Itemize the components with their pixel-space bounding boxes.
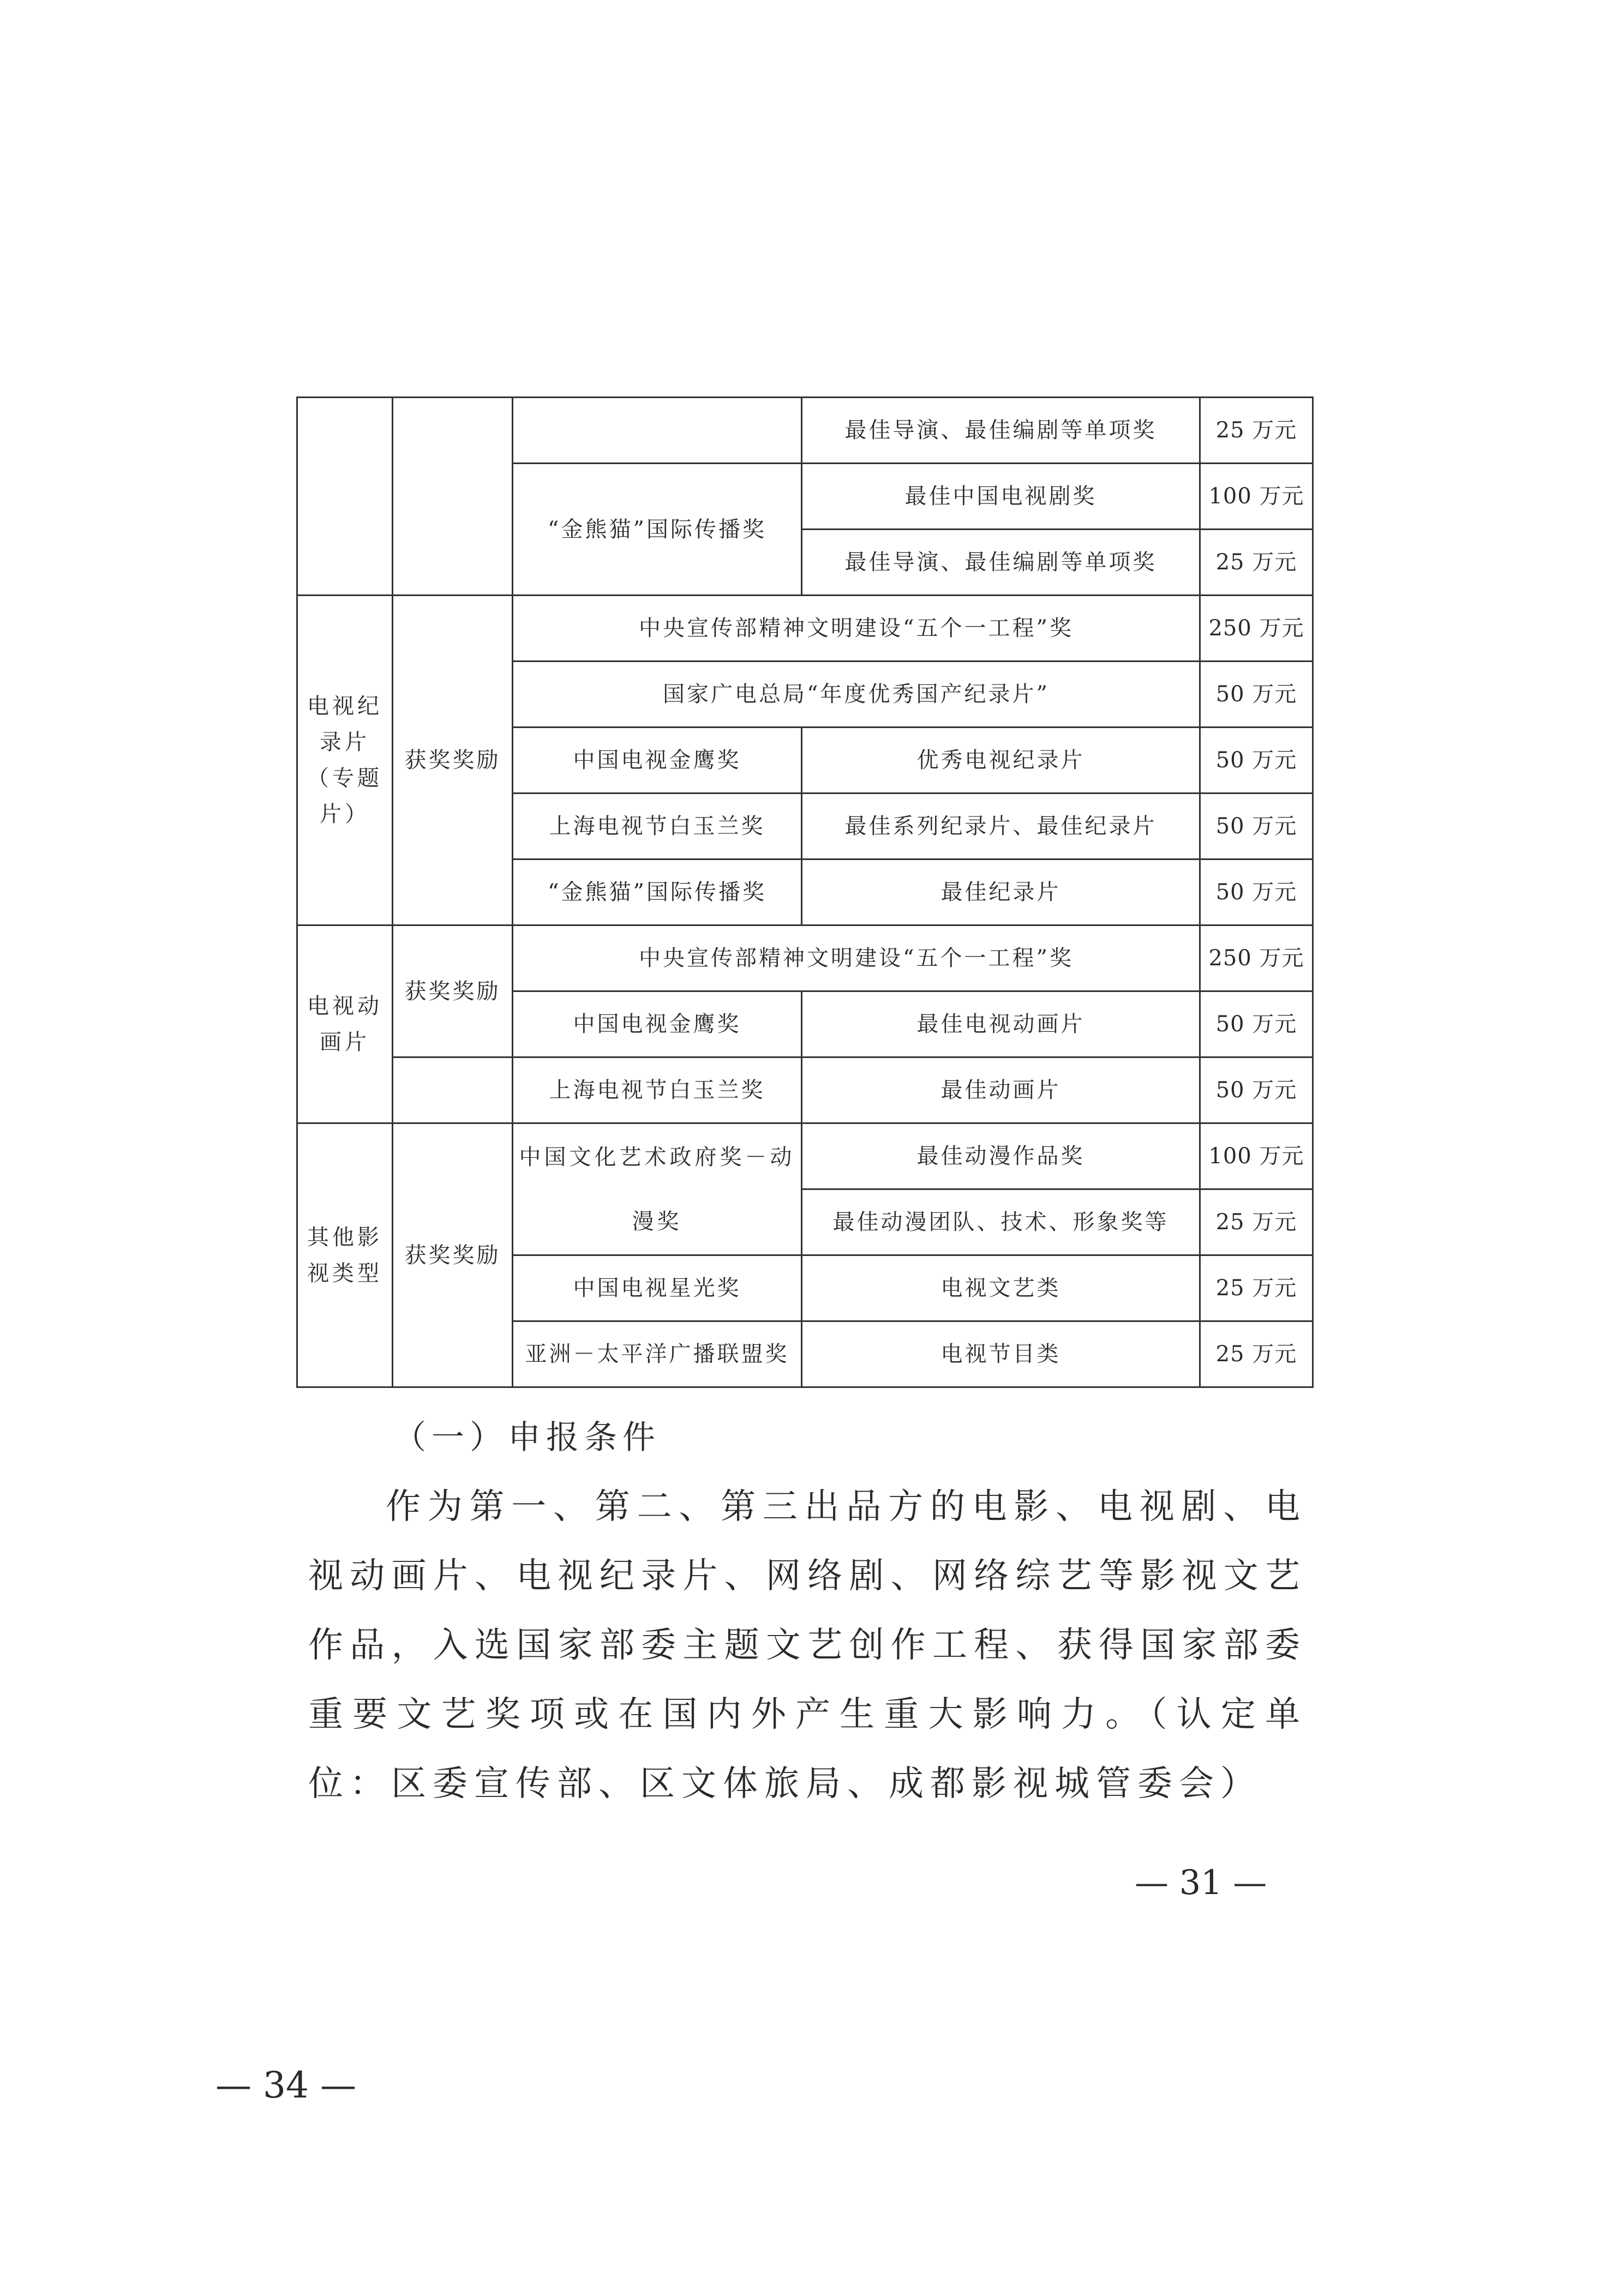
type-cell: 获奖奖励 — [393, 596, 513, 925]
category-cell-animation — [297, 925, 393, 1123]
award-item-cell: 最佳动画片 — [802, 1057, 1200, 1123]
category-line: 电视动 — [307, 994, 382, 1019]
award-name-cell: 上海电视节白玉兰奖 — [513, 1057, 802, 1123]
amount-cell: 250 万元 — [1200, 596, 1313, 662]
amount-cell: 25 万元 — [1200, 1321, 1313, 1387]
amount-cell: 25 万元 — [1200, 1255, 1313, 1321]
page-number-outer: — 34 — — [215, 2064, 356, 2106]
award-name-cell: 上海电视节白玉兰奖 — [513, 794, 802, 860]
award-item-cell: 电视文艺类 — [802, 1255, 1200, 1321]
amount-cell: 50 万元 — [1200, 1057, 1313, 1123]
amount-cell: 25 万元 — [1200, 398, 1313, 464]
amount-cell: 25 万元 — [1200, 1189, 1313, 1255]
award-table — [296, 396, 1314, 1388]
category-line: 片） — [320, 802, 370, 827]
amount-cell: 50 万元 — [1200, 662, 1313, 728]
award-item-cell: 最佳系列纪录片、最佳纪录片 — [802, 794, 1200, 860]
award-name-cell: “金熊猫”国际传播奖 — [513, 464, 802, 596]
award-item-cell: 最佳导演、最佳编剧等单项奖 — [802, 530, 1200, 596]
category-line: 其他影 — [307, 1224, 382, 1250]
category-line: 电视纪 — [307, 694, 382, 719]
award-name-cell: 中国电视星光奖 — [513, 1255, 802, 1321]
award-name-line: 中国文化艺术政府奖－动 — [519, 1144, 795, 1170]
amount-cell: 250 万元 — [1200, 925, 1313, 991]
award-item-cell: 电视节目类 — [802, 1321, 1200, 1387]
award-item-cell: 最佳动漫作品奖 — [802, 1123, 1200, 1189]
page-number-inner: — 31 — — [1135, 1862, 1267, 1902]
category-line: （专题 — [307, 766, 382, 791]
amount-cell: 50 万元 — [1200, 794, 1313, 860]
award-name-cell: 中国电视金鹰奖 — [513, 728, 802, 794]
award-name-cell: 中央宣传部精神文明建设“五个一工程”奖 — [513, 925, 1200, 991]
table-row — [297, 1057, 1313, 1123]
section-heading: （一）申报条件 — [393, 1419, 661, 1457]
category-cell-continued — [297, 398, 393, 596]
type-cell: 获奖奖励 — [393, 1123, 513, 1387]
amount-cell: 50 万元 — [1200, 728, 1313, 794]
category-line: 画片 — [320, 1030, 370, 1055]
category-cell-other — [297, 1123, 393, 1387]
amount-cell: 50 万元 — [1200, 860, 1313, 925]
body-paragraph: 作为第一、第二、第三出品方的电影、电视剧、电视动画片、电视纪录片、网络剧、网络综艺等影视文艺作品，入选国家部委主题文艺创作工程、获得国家部委重要文艺奖项或在国内外产生重大影响力。（认定单位：区委宣传部、区文体旅局、成都影视城管委会） — [308, 1487, 1307, 1804]
award-name-cell: 亚洲－太平洋广播联盟奖 — [513, 1321, 802, 1387]
award-item-cell: 最佳导演、最佳编剧等单项奖 — [802, 398, 1200, 464]
award-name-cell: 中央宣传部精神文明建设“五个一工程”奖 — [513, 596, 1200, 662]
award-name-line: 漫奖 — [632, 1209, 682, 1234]
award-item-cell: 最佳纪录片 — [802, 860, 1200, 925]
award-name-cell — [513, 1123, 802, 1255]
award-name-cell-continued — [513, 398, 802, 464]
amount-cell: 25 万元 — [1200, 530, 1313, 596]
amount-cell: 50 万元 — [1200, 991, 1313, 1057]
amount-cell: 100 万元 — [1200, 464, 1313, 530]
table-row — [297, 398, 1313, 464]
table-row — [297, 1123, 1313, 1189]
award-item-cell: 优秀电视纪录片 — [802, 728, 1200, 794]
award-name-cell: “金熊猫”国际传播奖 — [513, 860, 802, 925]
award-name-cell: 中国电视金鹰奖 — [513, 991, 802, 1057]
award-item-cell: 最佳动漫团队、技术、形象奖等 — [802, 1189, 1200, 1255]
category-cell-documentary — [297, 596, 393, 925]
award-item-cell: 最佳电视动画片 — [802, 991, 1200, 1057]
category-line: 录片 — [320, 730, 370, 755]
type-cell-continued — [393, 398, 513, 596]
type-cell: 获奖奖励 — [393, 925, 513, 1057]
table-row — [297, 925, 1313, 991]
type-cell-continued — [393, 1057, 513, 1123]
table-row — [297, 596, 1313, 662]
category-line: 视类型 — [307, 1260, 382, 1286]
award-name-cell: 国家广电总局“年度优秀国产纪录片” — [513, 662, 1200, 728]
amount-cell: 100 万元 — [1200, 1123, 1313, 1189]
award-item-cell: 最佳中国电视剧奖 — [802, 464, 1200, 530]
